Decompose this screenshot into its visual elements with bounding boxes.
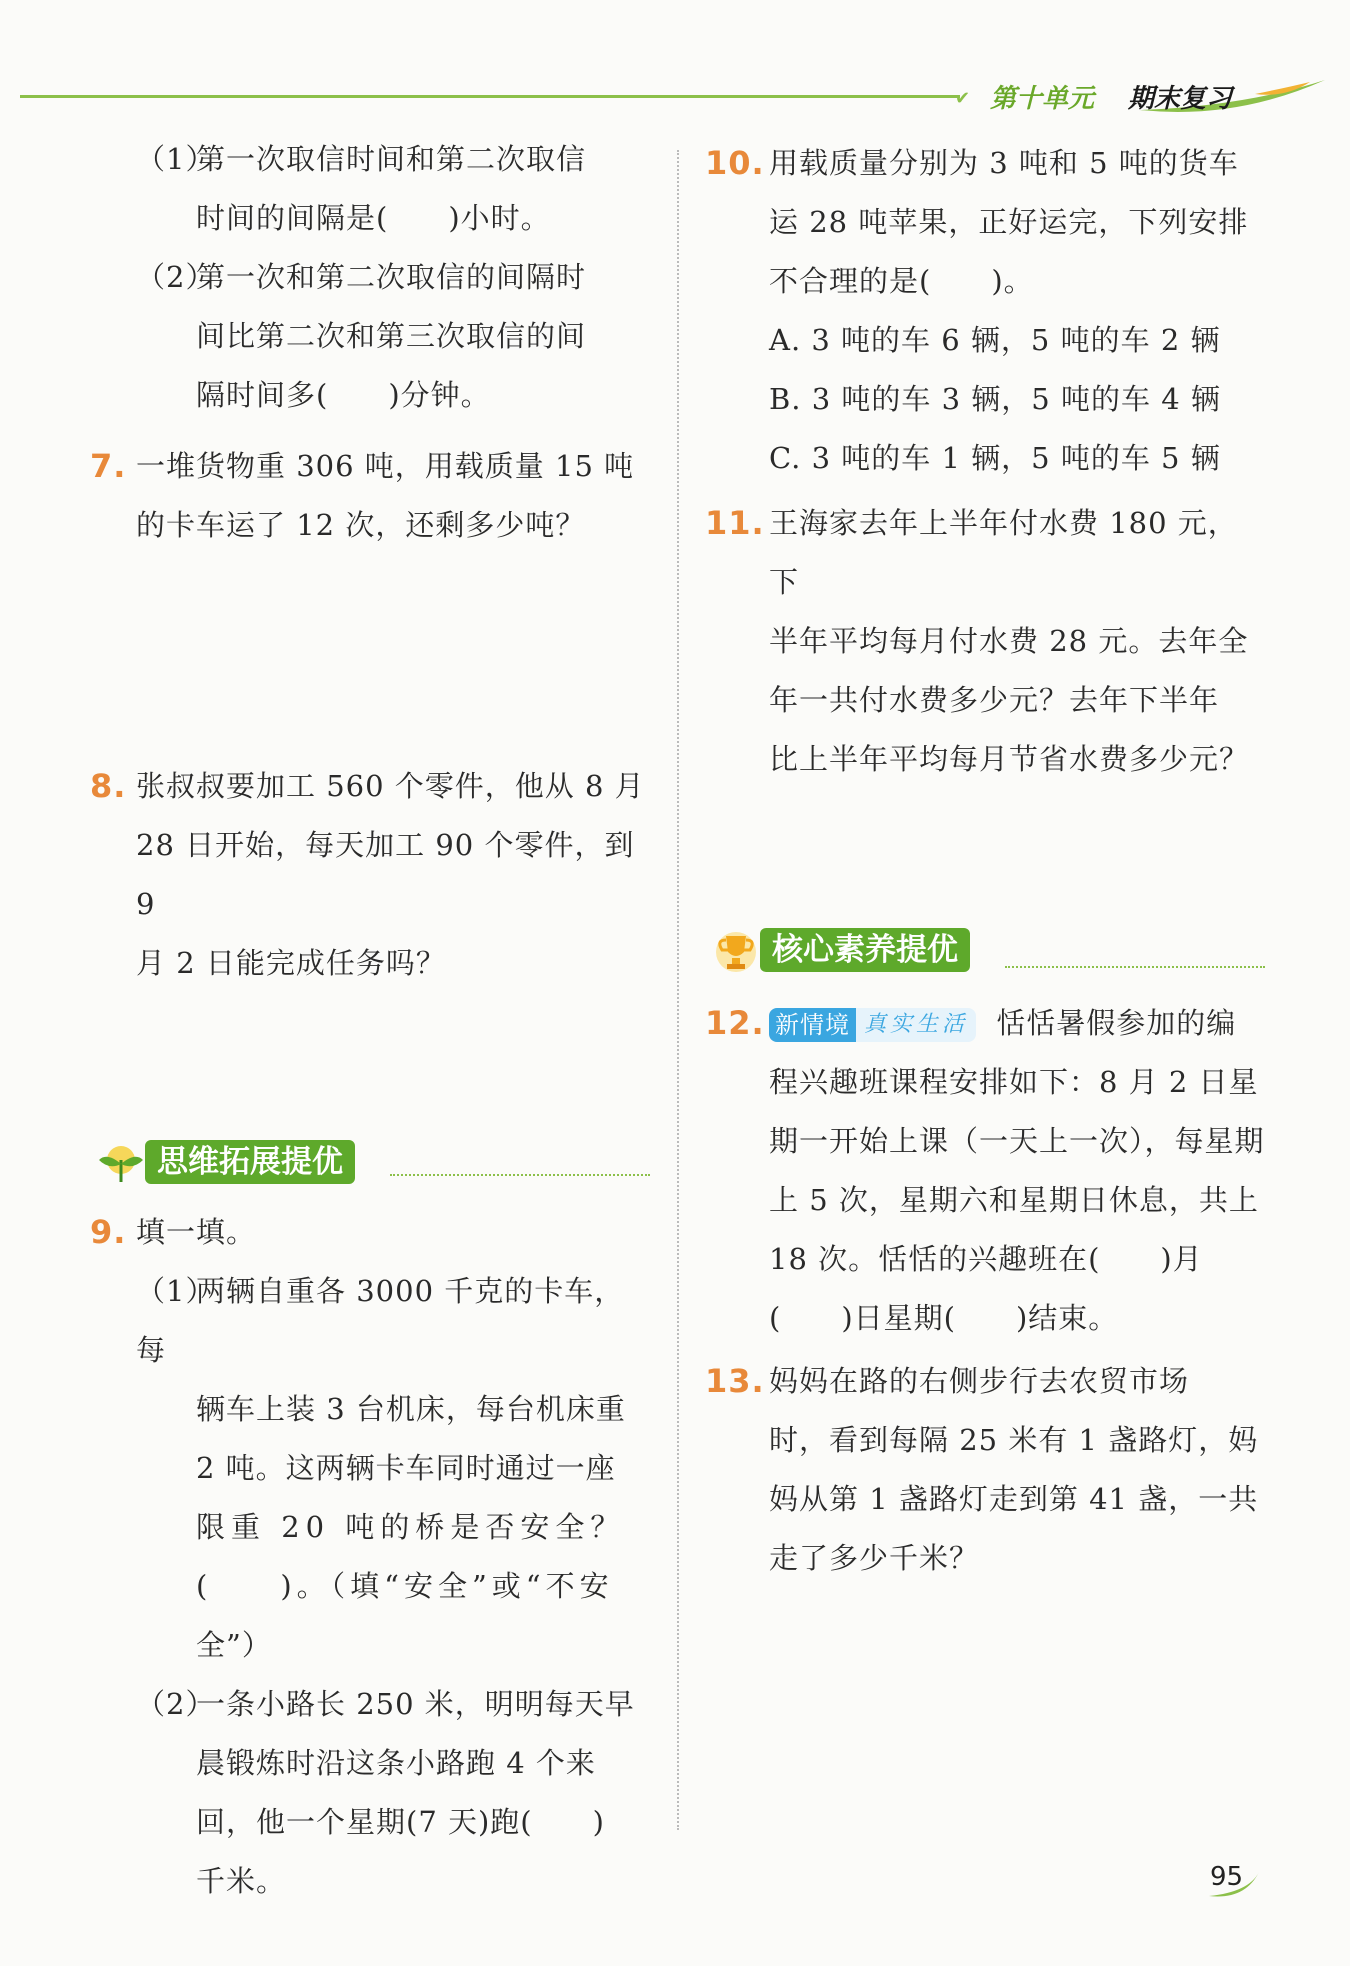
- q9-sub1: （1）两辆自重各 3000 千克的卡车，每 辆车上装 3 台机床，每台机床重 2 吨。这两辆卡车同时通过一座 限重 20 吨的桥是否安全？ ( )。（填“安全”或“不安 全”）: [136, 1274, 626, 1662]
- header-title: 期末复习: [1128, 84, 1233, 114]
- header-unit: 第十单元: [990, 84, 1095, 114]
- section-core-badge: 核心素养提优: [760, 928, 970, 972]
- question-9: 9. 填一填。 （1）两辆自重各 3000 千克的卡车，每 辆车上装 3 台机床，每台机床重 2 吨。这两辆卡车同时通过一座 限重 20 吨的桥是否安全？ ( )。（填“安全”或“不安 全”） （2）一条小路长 250 米，明明每天早 晨锻炼时沿这条小路跑 4 个来 回，他一个星期(7 天)跑( ) 千米。: [90, 1203, 650, 1911]
- section-thinking-badge: 思维拓展提优: [145, 1140, 355, 1184]
- q10-option-c: C. 3 吨的车 1 辆，5 吨的车 5 辆: [769, 441, 1221, 475]
- real-life-tag: 真实生活: [856, 1008, 976, 1042]
- trophy-icon: [710, 924, 762, 976]
- q6-sub1: （1）第一次取信时间和第二次取信 时间的间隔是( )小时。: [136, 142, 587, 235]
- section-thinking-rule: [390, 1174, 650, 1176]
- question-11: 11. 王海家去年上半年付水费 180 元，下 半年平均每月付水费 28 元。去年全 年一共付水费多少元？去年下半年 比上半年平均每月节省水费多少元？: [705, 504, 1250, 776]
- q6-sub2: （2）第一次和第二次取信的间隔时 间比第二次和第三次取信的间 隔时间多( )分钟。: [136, 260, 587, 412]
- question-7: 7. 一堆货物重 306 吨，用载质量 15 吨 的卡车运了 12 次，还剩多少吨？: [90, 447, 635, 542]
- q10-option-b: B. 3 吨的车 3 辆，5 吨的车 4 辆: [769, 382, 1221, 416]
- sprout-icon: [95, 1138, 147, 1186]
- question-8: 8. 张叔叔要加工 560 个零件，他从 8 月 28 日开始，每天加工 90 个零件，到 9 月 2 日能完成任务吗？: [90, 767, 645, 980]
- question-13: 13. 妈妈在路的右侧步行去农贸市场 时，看到每隔 25 米有 1 盏路灯，妈 妈从第 1 盏路灯走到第 41 盏，一共 走了多少千米？: [705, 1362, 1259, 1575]
- section-core-rule: [1005, 966, 1265, 968]
- page-number: 95: [1210, 1862, 1244, 1892]
- question-10: 10. 用载质量分别为 3 吨和 5 吨的货车 运 28 吨苹果，正好运完，下列安排 不合理的是( )。 A. 3 吨的车 6 辆，5 吨的车 2 辆 B. 3 吨的车 3 辆，5 吨的车 4 辆 C. 3 吨的车 1 辆，5 吨的车 5 辆: [705, 134, 1265, 488]
- q10-option-a: A. 3 吨的车 6 辆，5 吨的车 2 辆: [769, 323, 1221, 357]
- column-divider: [677, 150, 679, 1830]
- question-12: 12. 新情境 真实生活 恬恬暑假参加的编 程兴趣班课程安排如下：8 月 2 日星 期一开始上课（一天上一次），每星期 上 5 次，星期六和星期日休息，共上 18 次。恬恬的兴趣班在( )月 ( )日星期( )结束。: [705, 994, 1265, 1348]
- page-swoosh-icon: [1205, 1868, 1265, 1902]
- q12-first-line: 新情境 真实生活 恬恬暑假参加的编: [769, 994, 1265, 1053]
- new-context-tag: 新情境: [769, 1008, 856, 1042]
- header-rule: [20, 95, 960, 98]
- q6-subs: [90, 130, 650, 425]
- header-check-icon: ✔: [955, 88, 971, 109]
- q9-sub2: （2）一条小路长 250 米，明明每天早 晨锻炼时沿这条小路跑 4 个来 回，他一个星期(7 天)跑( ) 千米。: [136, 1687, 635, 1898]
